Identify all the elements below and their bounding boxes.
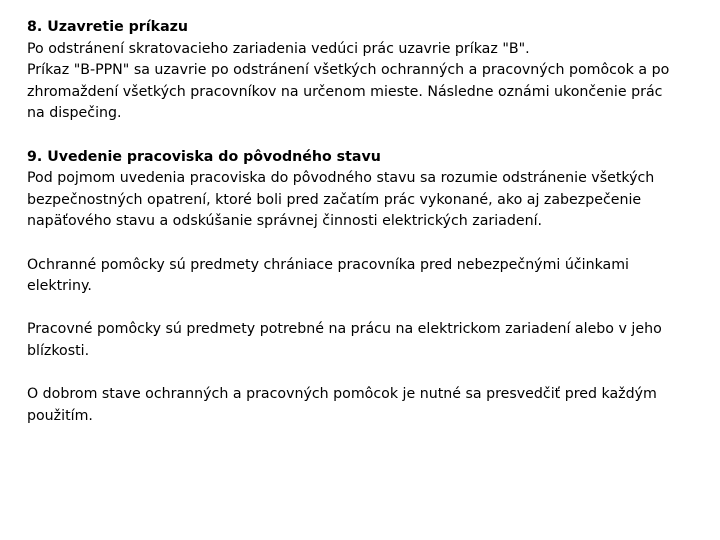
paragraph-dobry-stav [27, 384, 699, 427]
section-uzavretie-prikazu [27, 17, 699, 125]
paragraph-body [27, 384, 699, 427]
section-uvedenie-pracoviska [27, 147, 699, 233]
text-line: Po odstránení skratovacieho zariadenia vedúci prác uzavrie príkaz "B". [27, 40, 530, 57]
section-body [27, 168, 699, 233]
text-line: Ochranné pomôcky sú predmety chrániace pracovníka pred nebezpečnými účinkami [27, 256, 629, 273]
text-line: Príkaz "B-PPN" sa uzavrie po odstránení všetkých ochranných a pracovných pomôcok a po [27, 62, 670, 79]
text-line: elektriny. [27, 278, 92, 295]
text-line: Pracovné pomôcky sú predmety potrebné na prácu na elektrickom zariadení alebo v jeho [27, 321, 662, 338]
text-line: bezpečnostných opatrení, ktoré boli pred začatím prác vykonané, ako aj zabezpečenie [27, 191, 642, 208]
text-line: zhromaždení všetkých pracovníkov na určenom mieste. Následne oznámi ukončenie prác [27, 83, 663, 100]
section-body [27, 39, 699, 125]
paragraph-ochranne-pomocky [27, 255, 699, 298]
text-line: na dispečing. [27, 105, 122, 122]
text-line: O dobrom stave ochranných a pracovných pomôcok je nutné sa presvedčiť pred každým [27, 386, 657, 403]
paragraph-pracovne-pomocky [27, 319, 699, 362]
document-page [27, 17, 699, 449]
text-line: použitím. [27, 407, 93, 424]
text-line: napäťového stavu a odskúšanie správnej činnosti elektrických zariadení. [27, 213, 543, 230]
text-line: blízkosti. [27, 342, 90, 359]
paragraph-body [27, 319, 699, 362]
text-line: Pod pojmom uvedenia pracoviska do pôvodného stavu sa rozumie odstránenie všetkých [27, 170, 655, 187]
section-heading: 9. Uvedenie pracoviska do pôvodného stavu [27, 148, 381, 165]
section-heading: 8. Uzavretie príkazu [27, 19, 189, 35]
paragraph-body [27, 255, 699, 298]
